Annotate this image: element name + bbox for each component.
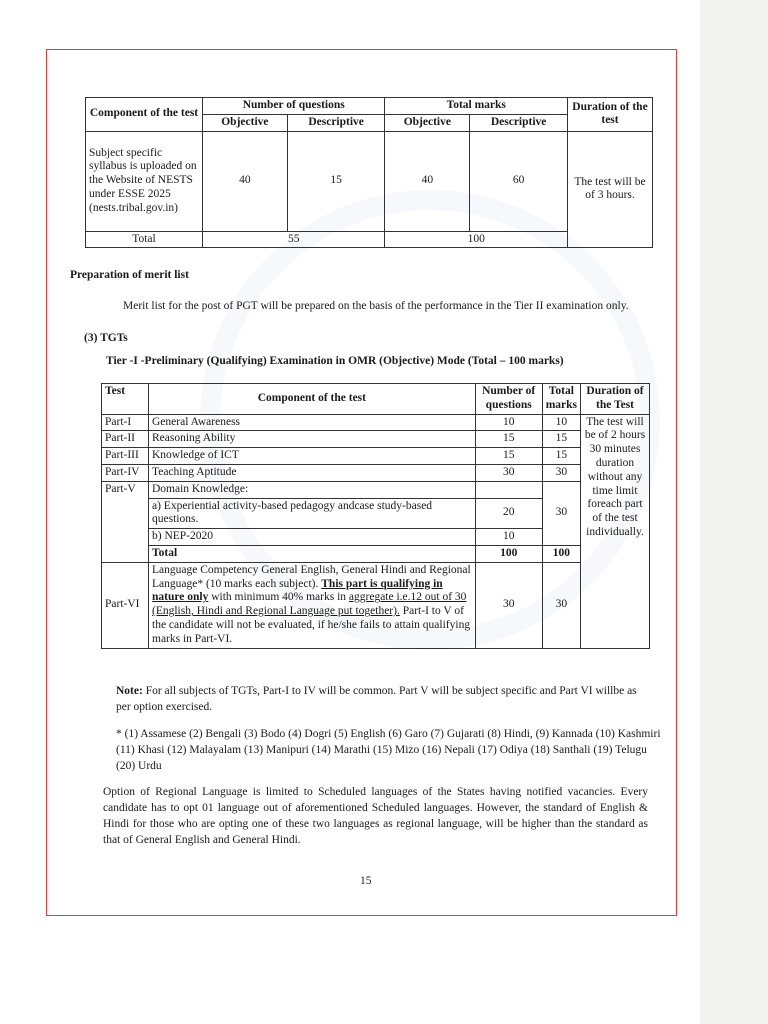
part-label: Part-II [102, 431, 149, 448]
th-test: Test [102, 384, 149, 415]
part-component: Knowledge of ICT [149, 448, 476, 465]
tgt-total-label: Total [149, 545, 476, 562]
part-marks: 30 [542, 464, 580, 481]
part-label: Part-IV [102, 464, 149, 481]
part-component: General Awareness [149, 414, 476, 431]
cell-m-objective: 40 [385, 131, 470, 231]
part6-text-2: with minimum 40% marks in [208, 591, 349, 604]
cell-q-objective: 40 [203, 131, 288, 231]
part6-text-3: Part-I to V of the candidate will not be evaluated, if he/she fails to attain qualifying marks in Part-VI. [152, 605, 471, 645]
tgt-total-questions: 100 [475, 545, 542, 562]
merit-text: Merit list for the post of PGT will be prepared on the basis of the performance in the Tier II examination only. [123, 300, 629, 312]
cell-duration: The test will be of 3 hours. [568, 131, 653, 248]
note-text: For all subjects of TGTs, Part-I to IV will be common. Part V will be subject specific and Part VI willbe as per option exercised. [116, 685, 637, 714]
th-component-2: Component of the test [149, 384, 476, 415]
part6-text-1: Language Competency General English, General Hindi and Regional Language* (10 marks each subject). [152, 563, 471, 590]
tgt-total-marks: 100 [542, 545, 580, 562]
part5-sub-a: a) Experiential activity-based pedagogy andcase study-based questions. [149, 498, 476, 529]
tgt-duration-cell: The test will be of 2 hours 30 minutes duration without any time limit foreach part of the test individually. [581, 414, 650, 648]
part-marks: 15 [542, 448, 580, 465]
th-total-marks-2: Total marks [542, 384, 580, 415]
pgt-tier2-table [85, 97, 653, 248]
part5-sub-b: b) NEP-2020 [149, 529, 476, 546]
part-marks: 15 [542, 431, 580, 448]
part6-text-underline: aggregate i.e.12 out of 30 (English, Hindi and Regional Language put together). [152, 591, 467, 618]
merit-heading: Preparation of merit list [70, 269, 189, 281]
part5-sub-b-questions: 10 [475, 529, 542, 546]
part6-label: Part-VI [102, 562, 149, 648]
th-total-marks: Total marks [385, 98, 568, 115]
part5-marks: 30 [542, 481, 580, 545]
note-paragraph [116, 683, 646, 715]
total-marks: 100 [385, 231, 568, 248]
part5-label: Part-V [102, 481, 149, 562]
part6-marks: 30 [542, 562, 580, 648]
th-m-descriptive: Descriptive [470, 114, 568, 131]
languages-list: * (1) Assamese (2) Bengali (3) Bodo (4) Dogri (5) English (6) Garo (7) Gujarati (8) Hindi, (9) Kannada (10) Kashmiri (11) Khasi (12) Malayalam (13) Manipuri (14) Marathi (15) Mizo (16) Nepali (17) Odiya (18) Santhali (19) Telugu (20) Urdu [116, 728, 661, 773]
th-duration-2: Duration of the Test [581, 384, 650, 415]
tgt-heading: (3) TGTs [84, 332, 128, 344]
note-label: Note: [116, 685, 143, 697]
th-q-descriptive: Descriptive [287, 114, 385, 131]
page-number: 15 [360, 875, 372, 887]
total-label: Total [86, 231, 203, 248]
th-duration: Duration of the test [568, 98, 653, 132]
th-num-questions-2: Number of questions [475, 384, 542, 415]
total-questions: 55 [203, 231, 385, 248]
part5-sub-a-questions: 20 [475, 498, 542, 529]
part6-text-bold: This part is qualifying in nature only [152, 577, 443, 604]
cell-q-descriptive: 15 [287, 131, 385, 231]
th-m-objective: Objective [385, 114, 470, 131]
part-label: Part-I [102, 414, 149, 431]
th-component: Component of the test [86, 98, 203, 132]
tgt-tier1-table [101, 383, 650, 649]
part-questions: 30 [475, 464, 542, 481]
part6-questions: 30 [475, 562, 542, 648]
part-component: Teaching Aptitude [149, 464, 476, 481]
part-marks: 10 [542, 414, 580, 431]
cell-component: Subject specific syllabus is uploaded on the Website of NESTS under ESSE 2025 (nests.tribal.gov.in) [86, 131, 203, 231]
part-component: Reasoning Ability [149, 431, 476, 448]
tier1-heading: Tier -I -Preliminary (Qualifying) Examination in OMR (Objective) Mode (Total – 100 marks) [106, 355, 564, 367]
part5-title: Domain Knowledge: [149, 481, 476, 498]
part5-title-questions-empty [475, 481, 542, 498]
part-label: Part-III [102, 448, 149, 465]
option-paragraph: Option of Regional Language is limited to Scheduled languages of the States having notified vacancies. Every candidate has to opt 01 language out of aforementioned Scheduled languages. However, the standard of English & Hindi for those who are opting one of these two languages as regional language, will be higher than the standard as that of General English and General Hindi. [103, 786, 648, 847]
th-num-questions: Number of questions [203, 98, 385, 115]
part-questions: 10 [475, 414, 542, 431]
part-questions: 15 [475, 448, 542, 465]
part-questions: 15 [475, 431, 542, 448]
part6-description [149, 562, 476, 648]
cell-m-descriptive: 60 [470, 131, 568, 231]
th-q-objective: Objective [203, 114, 288, 131]
